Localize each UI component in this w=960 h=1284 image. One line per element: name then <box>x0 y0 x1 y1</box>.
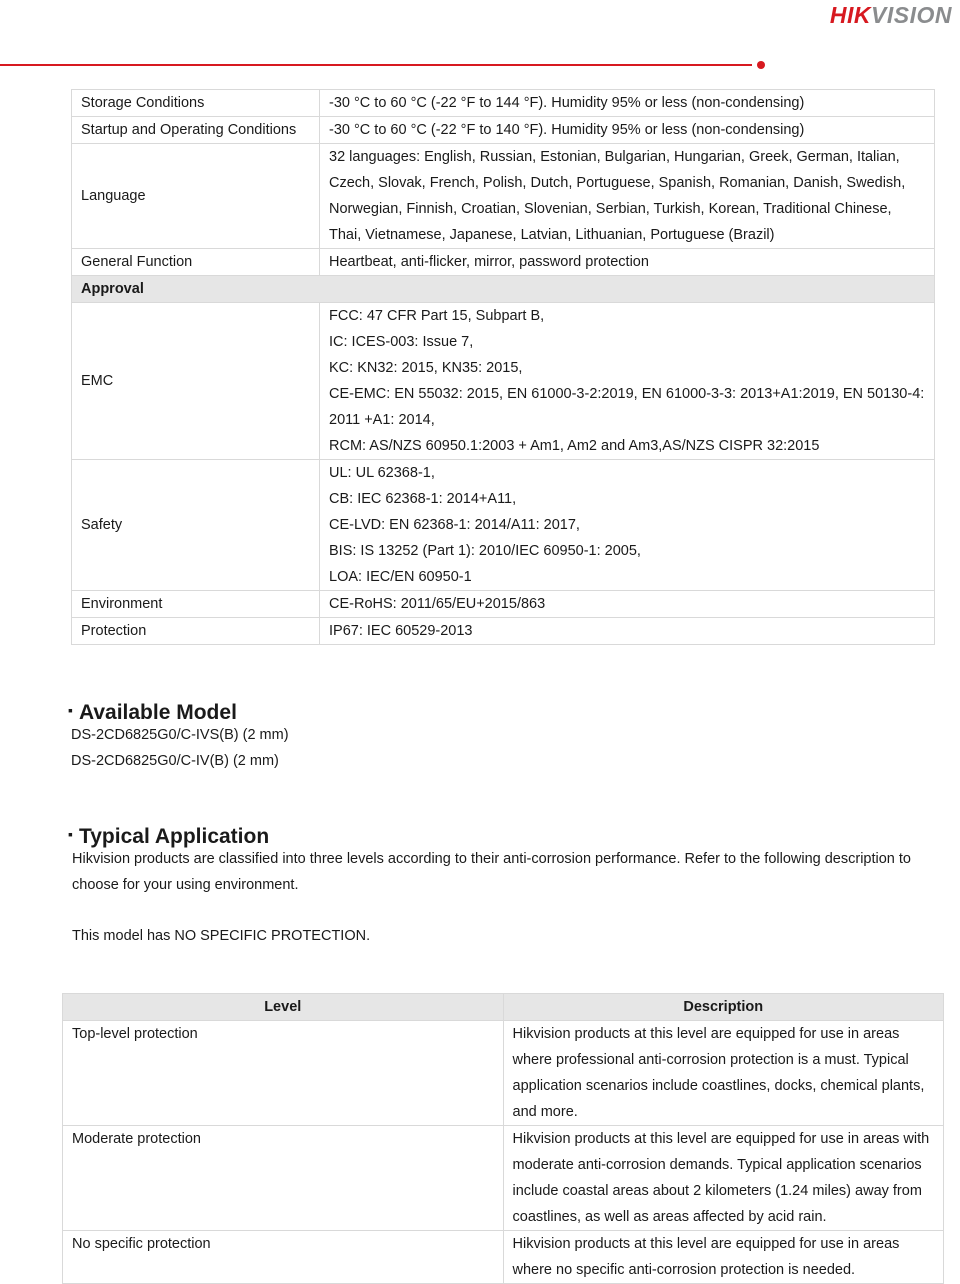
spec-value-line: BIS: IS 13252 (Part 1): 2010/IEC 60950-1: 2005, <box>329 543 641 559</box>
spec-label: EMC <box>72 303 320 460</box>
heading-text: Available Model <box>78 701 237 724</box>
level-description: Hikvision products at this level are equipped for use in areas where professional anti-corrosion protection is a must. Typical application scenarios include coastlines, docks, chemical plants, and more. <box>503 1021 944 1126</box>
table-row <box>72 144 935 249</box>
square-bullet-icon: ▪ <box>68 826 73 842</box>
protection-level-table <box>62 993 944 1284</box>
spec-value: Heartbeat, anti-flicker, mirror, password protection <box>320 249 935 276</box>
column-header-description: Description <box>503 994 944 1021</box>
spec-table <box>71 89 935 645</box>
square-bullet-icon: ▪ <box>68 702 73 718</box>
spec-value-line: RCM: AS/NZS 60950.1:2003 + Am1, Am2 and Am3,AS/NZS CISPR 32:2015 <box>329 438 820 454</box>
model-item: DS-2CD6825G0/C-IV(B) (2 mm) <box>71 753 279 769</box>
spec-value-line: FCC: 47 CFR Part 15, Subpart B, <box>329 308 545 324</box>
spec-label: Environment <box>72 591 320 618</box>
table-row <box>63 1231 944 1284</box>
header-rule <box>0 64 752 66</box>
spec-label: Safety <box>72 460 320 591</box>
model-item: DS-2CD6825G0/C-IVS(B) (2 mm) <box>71 727 289 743</box>
table-row <box>72 90 935 117</box>
spec-value-line: KC: KN32: 2015, KN35: 2015, <box>329 360 523 376</box>
spec-value <box>320 303 935 460</box>
spec-value: CE-RoHS: 2011/65/EU+2015/863 <box>320 591 935 618</box>
typical-application-intro: Hikvision products are classified into three levels according to their anti-corrosion performance. Refer to the following description to choose for your using environment. <box>72 851 911 893</box>
model-list <box>71 722 289 774</box>
spec-label: General Function <box>72 249 320 276</box>
spec-value: 32 languages: English, Russian, Estonian, Bulgarian, Hungarian, Greek, German, Italian, Czech, Slovak, French, Polish, Dutch, Portuguese, Spanish, Romanian, Danish, Swedish, Norwegian, Finnish, Croatian, Slovenian, Serbian, Turkish, Korean, Traditional Chinese, Thai, Vietnamese, Japanese, Latvian, Lithuanian, Portuguese (Brazil) <box>320 144 935 249</box>
spec-value-line: UL: UL 62368-1, <box>329 465 435 481</box>
spec-value-line: CE-EMC: EN 55032: 2015, EN 61000-3-2:2019, EN 61000-3-3: 2013+A1:2019, EN 50130-4: 2011 +A1: 2014, <box>329 386 925 428</box>
level-description: Hikvision products at this level are equipped for use in areas with moderate anti-corrosion demands. Typical application scenarios include coastal areas about 2 kilometers (1.24 miles) away from coastlines, as well as areas affected by acid rain. <box>503 1126 944 1231</box>
spec-value-line: CE-LVD: EN 62368-1: 2014/A11: 2017, <box>329 517 580 533</box>
level-name: Moderate protection <box>63 1126 504 1231</box>
level-description: Hikvision products at this level are equipped for use in areas where no specific anti-corrosion protection is needed. <box>503 1231 944 1284</box>
spec-label: Protection <box>72 618 320 645</box>
spec-value-line: CB: IEC 62368-1: 2014+A11, <box>329 491 517 507</box>
spec-value <box>320 460 935 591</box>
spec-value: IP67: IEC 60529-2013 <box>320 618 935 645</box>
level-name: No specific protection <box>63 1231 504 1284</box>
spec-label: Language <box>72 144 320 249</box>
spec-label: Startup and Operating Conditions <box>72 117 320 144</box>
spec-value: -30 °C to 60 °C (-22 °F to 144 °F). Humidity 95% or less (non-condensing) <box>320 90 935 117</box>
table-row <box>63 1021 944 1126</box>
spec-label: Storage Conditions <box>72 90 320 117</box>
protection-note: This model has NO SPECIFIC PROTECTION. <box>72 928 371 944</box>
table-row <box>63 1126 944 1231</box>
table-row <box>72 460 935 591</box>
table-row <box>72 591 935 618</box>
spec-value-line: LOA: IEC/EN 60950-1 <box>329 569 472 585</box>
logo-text-vision: VISION <box>871 2 952 28</box>
section-title: Approval <box>72 276 935 303</box>
table-header-row <box>63 994 944 1021</box>
section-row-approval <box>72 276 935 303</box>
column-header-level: Level <box>63 994 504 1021</box>
logo-text-hik: HIK <box>829 2 872 28</box>
heading-text: Typical Application <box>78 825 270 848</box>
table-row <box>72 249 935 276</box>
hikvision-logo <box>830 2 952 29</box>
header-rule-dot <box>757 61 765 69</box>
level-name: Top-level protection <box>63 1021 504 1126</box>
spec-value: -30 °C to 60 °C (-22 °F to 140 °F). Humidity 95% or less (non-condensing) <box>320 117 935 144</box>
table-row <box>72 303 935 460</box>
table-row <box>72 618 935 645</box>
table-row <box>72 117 935 144</box>
spec-value-line: IC: ICES-003: Issue 7, <box>329 334 474 350</box>
